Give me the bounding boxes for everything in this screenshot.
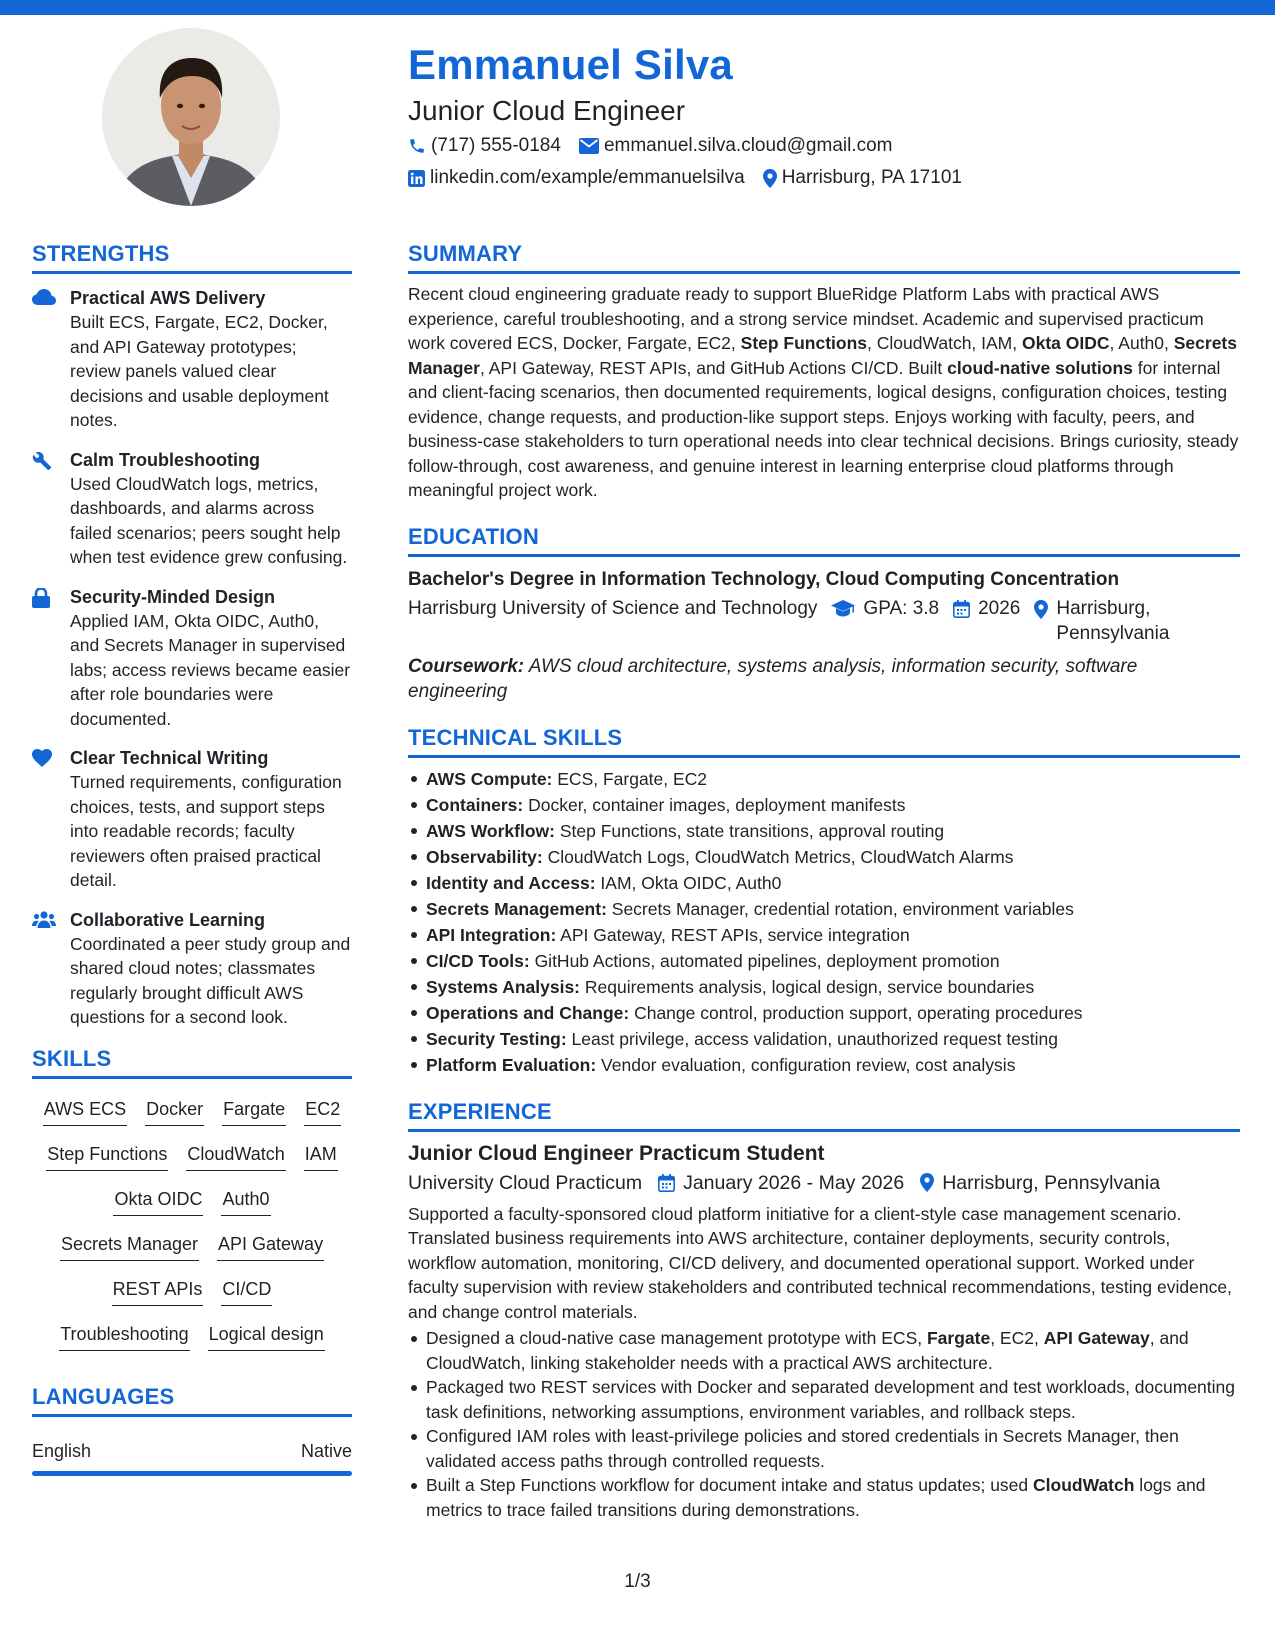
- strengths-list: [32, 286, 352, 1030]
- calendar-icon: [658, 1174, 675, 1192]
- top-accent-bar: [0, 0, 1275, 15]
- education-heading: EDUCATION: [408, 523, 1240, 557]
- tech-skill-item: Platform Evaluation: Vendor evaluation, configuration review, cost analysis: [408, 1052, 1240, 1078]
- contact-location: [763, 166, 962, 190]
- skill-pill: API Gateway: [217, 1232, 324, 1261]
- contact-linkedin[interactable]: [408, 166, 745, 190]
- skills-row: [32, 1316, 352, 1361]
- strength-item: [32, 448, 352, 570]
- calendar-icon: [953, 600, 970, 618]
- skill-pill: Okta OIDC: [113, 1187, 203, 1216]
- wrench-icon: [32, 451, 52, 471]
- contact-phone[interactable]: [408, 134, 561, 158]
- summary-text: Recent cloud engineering graduate ready to support BlueRidge Platform Labs with practical AWS experience, careful troubleshooting, and a strong service mindset. Academic and supervised practicum work covered ECS, Docker, Fargate, EC2, Step Functions, CloudWatch, IAM, Okta OIDC, Auth0, Secrets Manager, API Gateway, REST APIs, and GitHub Actions CI/CD. Built cloud-native solutions for internal and client-facing scenarios, then documented requirements, logical designs, configuration choices, testing evidence, change requests, and production-like support steps. Enjoys working with faculty, peers, and business-case stakeholders to turn operational needs into clear technical decisions. Brings curiosity, steady follow-through, cost awareness, and genuine interest in learning enterprise cloud platforms through meaningful project work.: [408, 284, 1239, 500]
- tech-skill-item: API Integration: API Gateway, REST APIs, service integration: [408, 922, 1240, 948]
- tech-skill-item: CI/CD Tools: GitHub Actions, automated pipelines, deployment promotion: [408, 948, 1240, 974]
- skill-pill: Fargate: [222, 1097, 286, 1126]
- tech-skill-item: Operations and Change: Change control, production support, operating procedures: [408, 1000, 1240, 1026]
- gpa: [831, 596, 939, 646]
- strength-title: Collaborative Learning: [70, 909, 266, 930]
- job-title: Junior Cloud Engineer Practicum Student: [408, 1141, 825, 1165]
- skills-pills: [32, 1091, 352, 1361]
- linkedin-text: linkedin.com/example/emmanuelsilva: [430, 167, 745, 188]
- skill-pill: Logical design: [208, 1322, 325, 1351]
- strength-title: Security-Minded Design: [70, 586, 276, 607]
- linkedin-icon: [408, 170, 425, 187]
- skill-pill: CloudWatch: [186, 1142, 285, 1171]
- map-pin-icon: [1034, 600, 1048, 619]
- job-location-text: Harrisburg, Pennsylvania: [942, 1171, 1161, 1194]
- job-bullet-item: Designed a cloud-native case management prototype with ECS, Fargate, EC2, API Gateway, and CloudWatch, linking stakeholder needs with a practical AWS architecture.: [408, 1326, 1240, 1375]
- job-bullet-item: Built a Step Functions workflow for document intake and status updates; used CloudWatch logs and metrics to trace failed transitions during demonstrations.: [408, 1473, 1240, 1522]
- tech-skill-item: Systems Analysis: Requirements analysis, logical design, service boundaries: [408, 974, 1240, 1000]
- strength-title: Calm Troubleshooting: [70, 449, 261, 470]
- coursework-text: AWS cloud architecture, systems analysis, information security, software engineering: [408, 655, 1138, 702]
- language-name: English: [32, 1440, 92, 1461]
- candidate-name: Emmanuel Silva: [408, 41, 733, 88]
- skill-pill: IAM: [304, 1142, 338, 1171]
- skill-pill: Docker: [145, 1097, 204, 1126]
- contact-row-1: [408, 134, 911, 158]
- contact-row-2: [408, 166, 980, 190]
- skill-pill: AWS ECS: [43, 1097, 127, 1126]
- skills-row: [32, 1136, 352, 1181]
- skills-row: [32, 1091, 352, 1136]
- strength-desc: Coordinated a peer study group and shared cloud notes; classmates regularly brought difficult AWS questions for a second look.: [70, 933, 351, 1027]
- education-location-text: [1056, 596, 1169, 646]
- coursework: [408, 654, 1240, 704]
- school-name: [408, 596, 817, 646]
- strength-item: [32, 908, 352, 1030]
- language-level-bar: [32, 1471, 352, 1476]
- tech-skill-item: AWS Compute: ECS, Fargate, EC2: [408, 766, 1240, 792]
- strength-desc: Used CloudWatch logs, metrics, dashboards, and alarms across failed scenarios; peers sought help when test evidence grew confusing.: [70, 473, 348, 567]
- envelope-icon: [579, 138, 599, 154]
- phone-text: (717) 555-0184: [431, 135, 561, 156]
- tech-skill-item: Identity and Access: IAM, Okta OIDC, Auth0: [408, 870, 1240, 896]
- coursework-label: Coursework:: [408, 655, 525, 677]
- strength-item: [32, 286, 352, 433]
- strength-title: Practical AWS Delivery: [70, 288, 266, 308]
- job-org: [408, 1170, 642, 1196]
- tech-skill-item: Observability: CloudWatch Logs, CloudWatch Metrics, CloudWatch Alarms: [408, 844, 1240, 870]
- degree-title: Bachelor's Degree in Information Technology, Cloud Computing Concentration: [408, 568, 1120, 590]
- education-location: [1034, 596, 1169, 646]
- skill-pill: REST APIs: [112, 1277, 204, 1306]
- candidate-role: Junior Cloud Engineer: [408, 95, 686, 126]
- year-text: 2026: [978, 597, 1021, 619]
- technical-skills-heading: TECHNICAL SKILLS: [408, 724, 1240, 758]
- strength-desc: Turned requirements, configuration choices, tests, and support steps into readable records; faculty reviewers often praised practical detail.: [70, 772, 342, 890]
- contact-email[interactable]: [579, 134, 893, 158]
- job-bullets: [408, 1326, 1240, 1522]
- tech-skill-item: Secrets Management: Secrets Manager, credential rotation, environment variables: [408, 896, 1240, 922]
- skill-pill: Troubleshooting: [59, 1322, 189, 1351]
- graduation-year: [953, 596, 1020, 646]
- experience-heading: EXPERIENCE: [408, 1098, 1240, 1132]
- technical-skills-list: [408, 766, 1240, 1078]
- location-text: Harrisburg, PA 17101: [781, 167, 962, 188]
- strength-title: Clear Technical Writing: [70, 748, 269, 768]
- right-column: [408, 240, 1240, 1522]
- skill-pill: Secrets Manager: [60, 1232, 199, 1261]
- strength-desc: Applied IAM, Okta OIDC, Auth0, and Secrets Manager in supervised labs; access reviews became easier after role boundaries were documented.: [70, 610, 351, 729]
- strength-item: [32, 746, 352, 893]
- strengths-heading: STRENGTHS: [32, 240, 352, 274]
- language-item: [32, 1439, 352, 1463]
- lock-icon: [32, 588, 50, 608]
- summary-heading: SUMMARY: [408, 240, 1240, 274]
- profile-photo: [102, 28, 280, 206]
- skill-pill: EC2: [304, 1097, 341, 1126]
- location-line-2: Pennsylvania: [1056, 622, 1170, 644]
- users-icon: [32, 911, 56, 928]
- gpa-text: GPA: 3.8: [863, 597, 940, 619]
- left-column: [32, 240, 352, 1476]
- tech-skill-item: AWS Workflow: Step Functions, state transitions, approval routing: [408, 818, 1240, 844]
- skill-pill: CI/CD: [221, 1277, 272, 1306]
- job-bullet-item: Configured IAM roles with least-privilege policies and stored credentials in Secrets Manager, then validated access paths through controlled requests.: [408, 1424, 1240, 1473]
- job-location: [920, 1170, 1160, 1196]
- skill-pill: Step Functions: [46, 1142, 168, 1171]
- tech-skill-item: Security Testing: Least privilege, access validation, unauthorized request testing: [408, 1026, 1240, 1052]
- job-dates-text: January 2026 - May 2026: [683, 1171, 905, 1194]
- strength-item: [32, 585, 352, 732]
- graduation-cap-icon: [831, 600, 855, 617]
- map-pin-icon: [763, 169, 777, 188]
- job-description: Supported a faculty-sponsored cloud platform initiative for a client-style case management scenario. Translated business requirements into AWS architecture, container deployments, security controls, workflow automation, monitoring, CI/CD delivery, and documented operational support. Worked under faculty supervision with review stakeholders and contributed technical recommendations, testing evidence, and change control materials.: [408, 1203, 1232, 1322]
- job-org-text: University Cloud Practicum: [408, 1171, 643, 1194]
- skills-row: [32, 1181, 352, 1226]
- email-text: emmanuel.silva.cloud@gmail.com: [603, 135, 893, 156]
- job-meta: [408, 1170, 1240, 1196]
- skills-heading: SKILLS: [32, 1045, 352, 1079]
- location-line-1: Harrisburg,: [1056, 597, 1151, 619]
- languages-heading: LANGUAGES: [32, 1383, 352, 1417]
- cloud-icon: [32, 289, 56, 305]
- language-level: Native: [300, 1440, 352, 1461]
- school-text: Harrisburg University of Science and Technology: [408, 597, 818, 619]
- map-pin-icon: [920, 1173, 934, 1192]
- strength-desc: Built ECS, Fargate, EC2, Docker, and API Gateway prototypes; review panels valued clear decisions and usable deployment notes.: [70, 312, 329, 430]
- skills-row: [32, 1271, 352, 1316]
- skills-row: [32, 1226, 352, 1271]
- job-bullet-item: Packaged two REST services with Docker and separated development and test workloads, documenting task definitions, networking assumptions, environment variables, and rollback steps.: [408, 1375, 1240, 1424]
- heart-icon: [32, 749, 52, 767]
- page-number: 1/3: [624, 1571, 651, 1592]
- phone-icon: [408, 137, 426, 155]
- skill-pill: Auth0: [221, 1187, 270, 1216]
- education-meta: [408, 596, 1240, 646]
- job-dates: [658, 1170, 904, 1196]
- tech-skill-item: Containers: Docker, container images, deployment manifests: [408, 792, 1240, 818]
